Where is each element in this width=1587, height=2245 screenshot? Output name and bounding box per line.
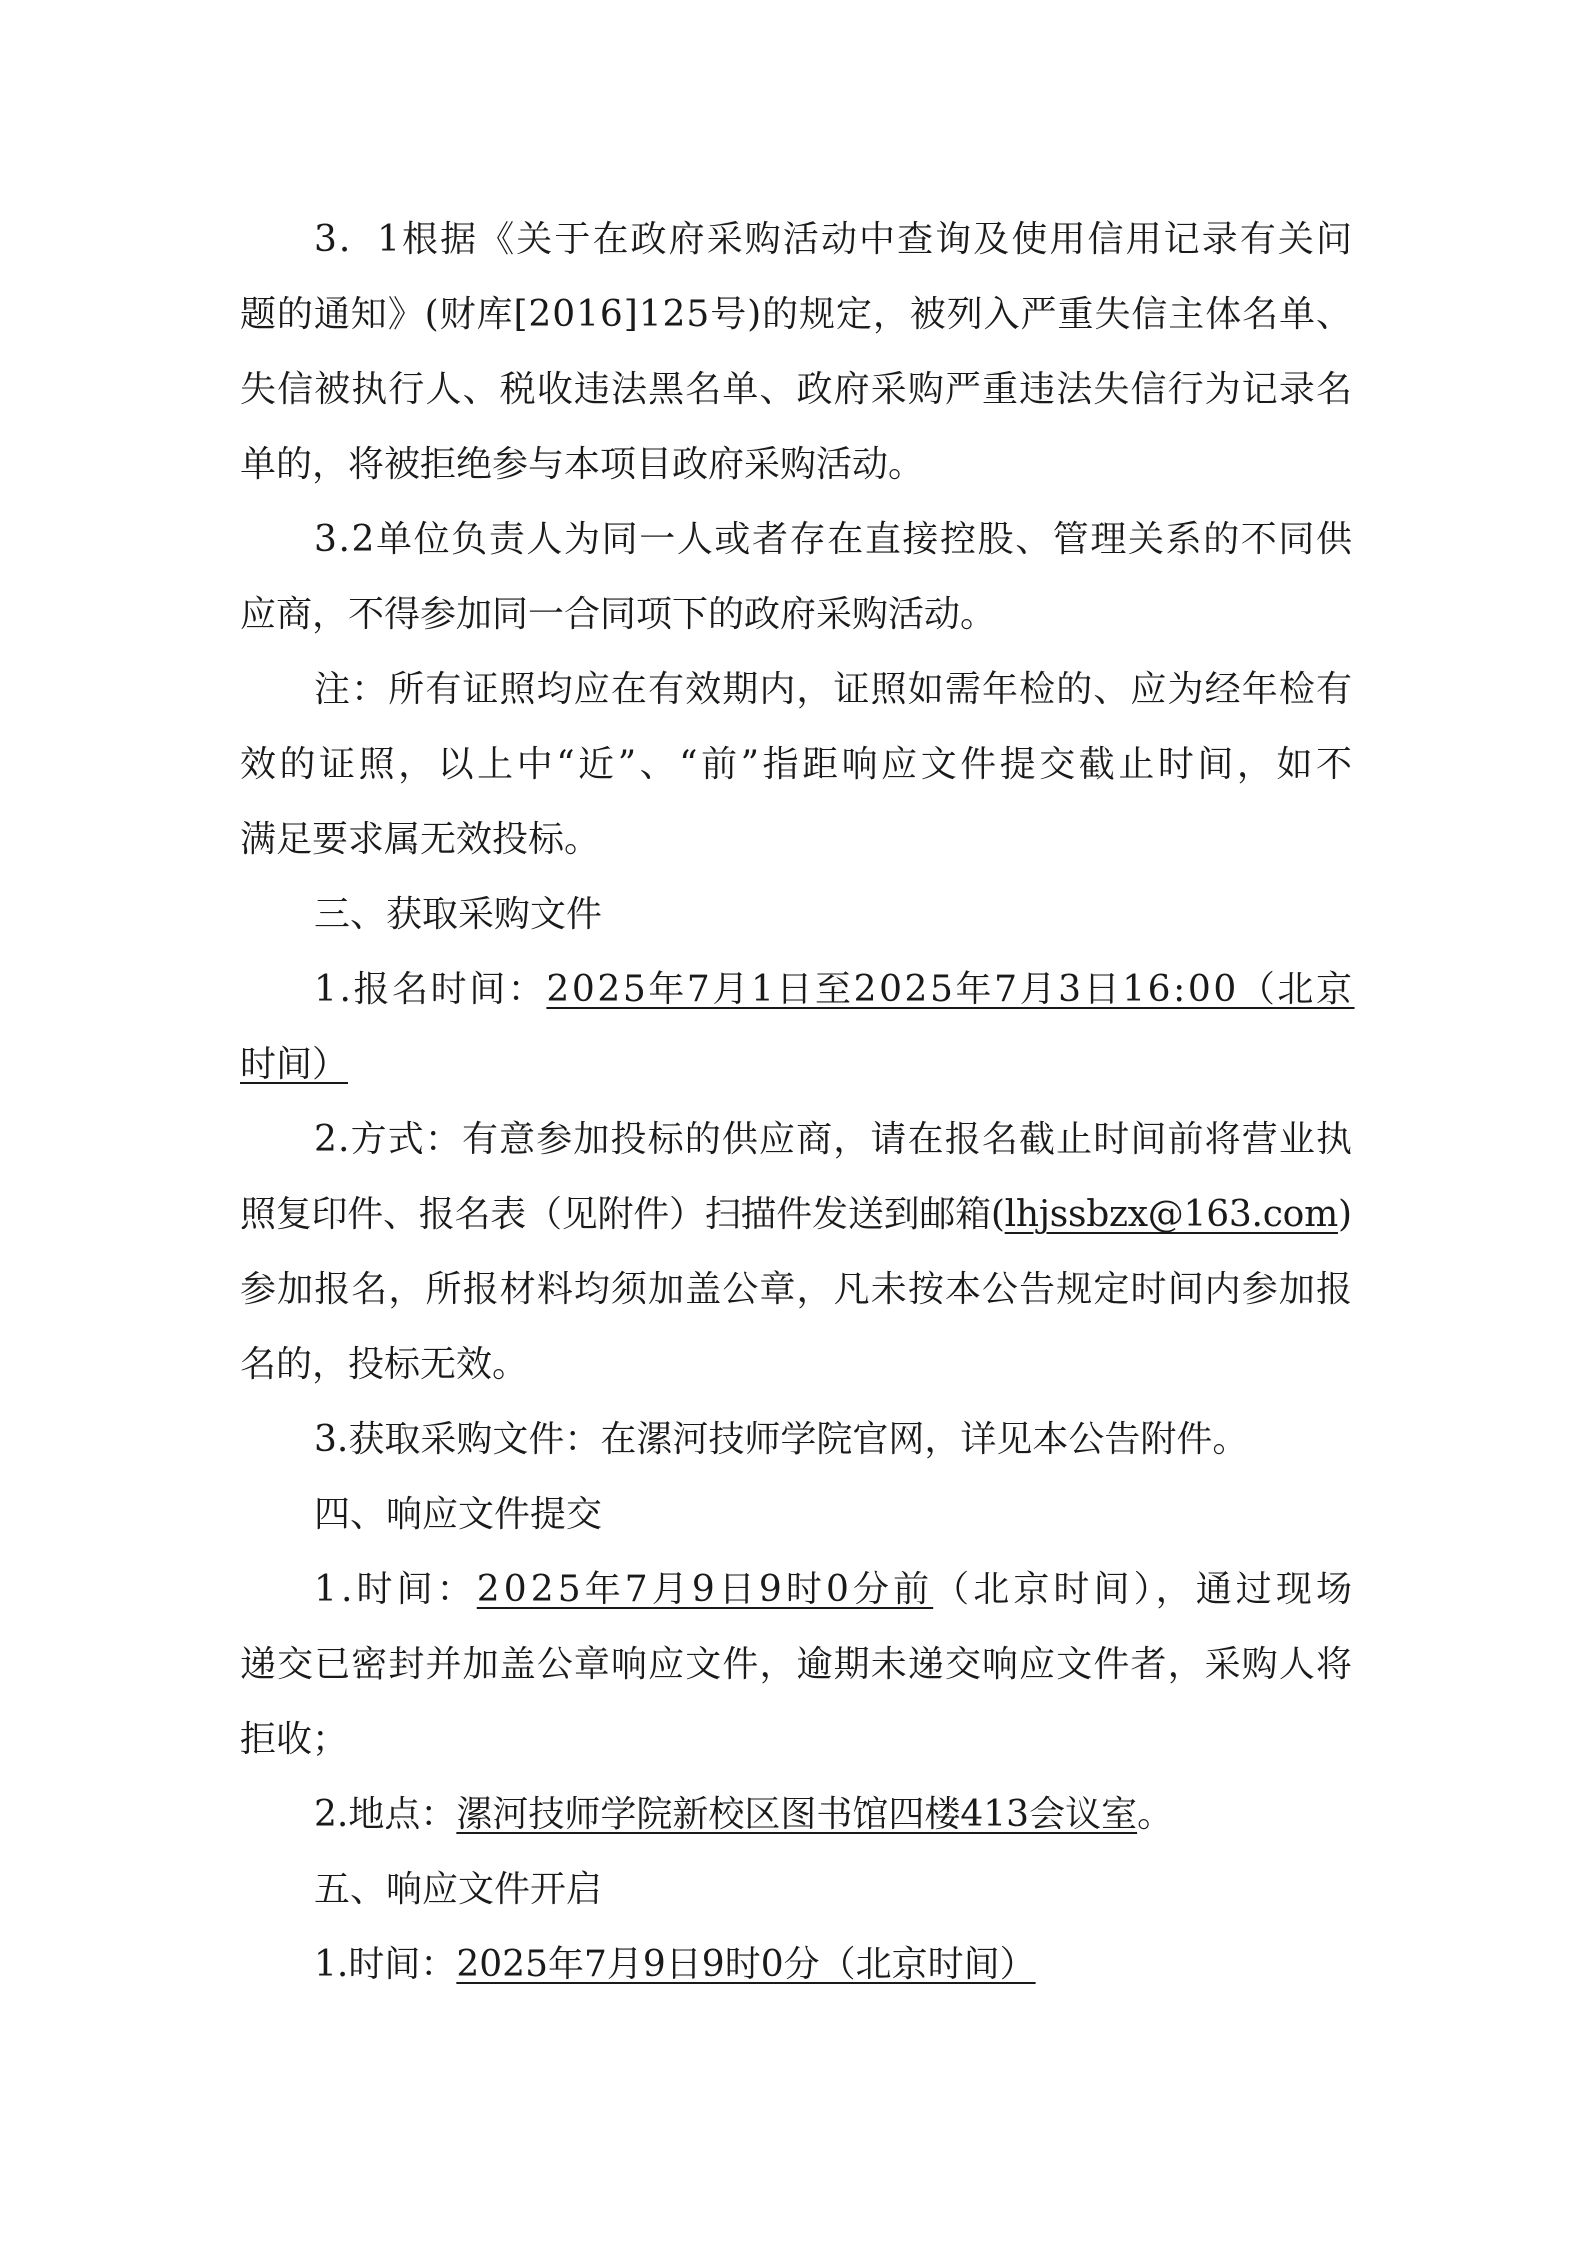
text-line xyxy=(240,1177,1352,1252)
document-body xyxy=(240,202,1357,2002)
text-segment: （北京时间），通过现场 xyxy=(933,1569,1357,1610)
item-obtain-documents: 3.获取采购文件：在漯河技师学院官网，详见本公告附件。 xyxy=(314,1419,1249,1460)
section-heading-opening: 五、响应文件开启 xyxy=(314,1869,603,1910)
text-line: 失信被执行人、税收违法黑名单、政府采购严重违法失信行为记录名 xyxy=(240,369,1354,410)
submission-deadline: 2025年7月9日9时0分前 xyxy=(476,1569,934,1610)
item-submission-time xyxy=(240,1552,1357,1777)
text-segment: 照复印件、报名表（见附件）扫描件发送到邮箱( xyxy=(240,1194,1005,1235)
text-line: 3.2单位负责人为同一人或者存在直接控股、管理关系的不同供 xyxy=(314,519,1354,560)
registration-period-cont: 时间） xyxy=(240,1044,349,1085)
item-registration-time xyxy=(240,952,1355,1102)
opening-time: 2025年7月9日9时0分（北京时间） xyxy=(456,1944,1036,1985)
registration-period: 2025年7月1日至2025年7月3日16:00（北京 xyxy=(546,969,1355,1010)
item-opening-time xyxy=(240,1927,1352,2002)
text-segment: 。 xyxy=(1137,1794,1174,1835)
text-line: 3．1根据《关于在政府采购活动中查询及使用信用记录有关问 xyxy=(314,219,1355,260)
text-line: 递交已密封并加盖公章响应文件，逾期未递交响应文件者，采购人将 xyxy=(240,1644,1354,1685)
item-label: 1.报名时间： xyxy=(314,969,547,1010)
text-line: 效的证照，以上中“近”、“前”指距响应文件提交截止时间，如不 xyxy=(240,744,1356,785)
text-line: 拒收； xyxy=(240,1719,349,1760)
text-line xyxy=(240,952,1355,1027)
submission-location: 漯河技师学院新校区图书馆四楼413会议室 xyxy=(456,1794,1138,1835)
text-line: 2.方式：有意参加投标的供应商，请在报名截止时间前将营业执 xyxy=(314,1119,1354,1160)
text-line: 题的通知》(财库[2016]125号)的规定，被列入严重失信主体名单、 xyxy=(240,294,1353,335)
text-line: 满足要求属无效投标。 xyxy=(240,819,601,860)
section-heading-submission: 四、响应文件提交 xyxy=(314,1494,603,1535)
email-link[interactable]: lhjssbzx@163.com xyxy=(1004,1194,1338,1235)
item-registration-method xyxy=(240,1102,1352,1402)
text-line: 注：所有证照均应在有效期内，证照如需年检的、应为经年检有 xyxy=(314,669,1354,710)
item-submission-place xyxy=(240,1777,1352,1852)
text-line: 参加报名，所报材料均须加盖公章，凡未按本公告规定时间内参加报 xyxy=(240,1269,1354,1310)
text-line: 名的，投标无效。 xyxy=(240,1344,529,1385)
paragraph-same-person xyxy=(240,502,1352,652)
text-line xyxy=(240,1552,1357,1627)
text-line: 应商，不得参加同一合同项下的政府采购活动。 xyxy=(240,594,997,635)
item-label: 1.时间： xyxy=(314,1569,477,1610)
item-label: 2.地点： xyxy=(314,1794,457,1835)
section-heading-obtain-documents: 三、获取采购文件 xyxy=(314,894,603,935)
paragraph-credit-record xyxy=(240,202,1355,502)
paragraph-note xyxy=(240,652,1356,877)
text-line: 单的，将被拒绝参与本项目政府采购活动。 xyxy=(240,444,925,485)
text-line xyxy=(240,1027,1352,1102)
item-label: 1.时间： xyxy=(314,1944,457,1985)
text-segment: ) xyxy=(1337,1194,1352,1235)
